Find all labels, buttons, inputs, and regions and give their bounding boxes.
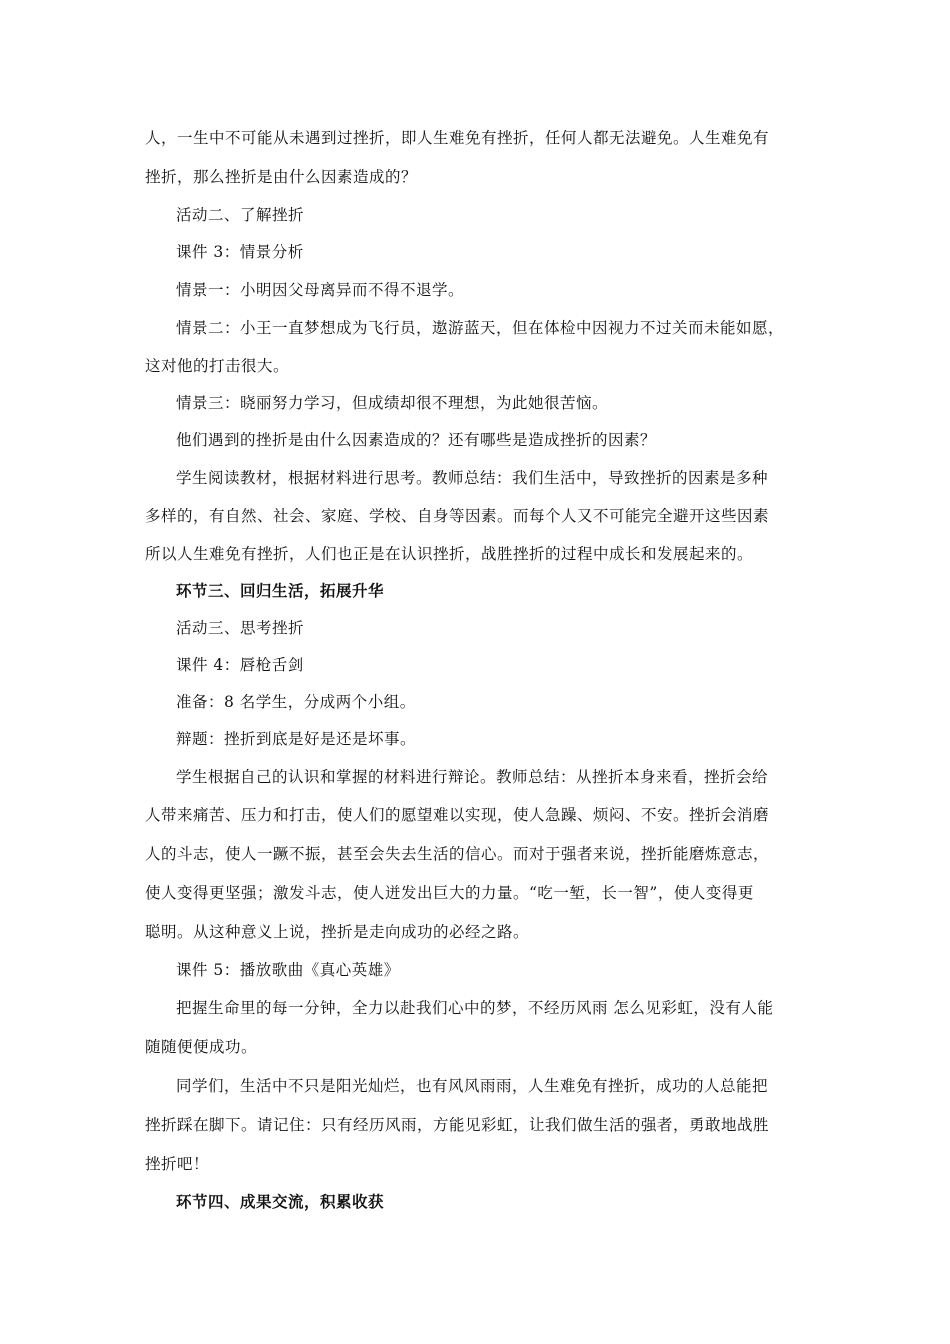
paragraph-line: 把握生命里的每一分钟，全力以赴我们心中的梦，不经历风雨 怎么见彩虹，没有人能	[176, 999, 774, 1017]
paragraph-line: 挫折，那么挫折是由什么因素造成的？	[145, 168, 418, 186]
paragraph-line: 课件 5：播放歌曲《真心英雄》	[176, 961, 400, 979]
paragraph-line: 辩题：挫折到底是好是还是坏事。	[176, 730, 417, 748]
paragraph-line: 人的斗志，使人一蹶不振，甚至会失去生活的信心。而对于强者来说，挫折能磨炼意志，	[145, 845, 770, 863]
paragraph-line: 准备：8 名学生，分成两个小组。	[176, 693, 416, 711]
paragraph-line: 人带来痛苦、压力和打击，使人们的愿望难以实现，使人急躁、烦闷、不安。挫折会消磨	[145, 806, 770, 824]
paragraph-line: 聪明。从这种意义上说，挫折是走向成功的必经之路。	[145, 923, 530, 941]
paragraph-line: 挫折踩在脚下。请记住：只有经历风雨，方能见彩虹，让我们做生活的强者，勇敢地战胜	[145, 1116, 770, 1134]
paragraph-line: 情景三：晓丽努力学习，但成绩却很不理想，为此她很苦恼。	[176, 394, 609, 412]
paragraph-line: 他们遇到的挫折是由什么因素造成的？还有哪些是造成挫折的因素？	[176, 431, 657, 449]
paragraph-line: 情景一：小明因父母离异而不得不退学。	[176, 281, 465, 299]
paragraph-line: 学生阅读教材，根据材料进行思考。教师总结：我们生活中，导致挫折的因素是多种	[176, 469, 769, 487]
paragraph-line: 情景二：小王一直梦想成为飞行员，遨游蓝天，但在体检中因视力不过关而未能如愿，	[176, 319, 785, 337]
paragraph-line: 课件 4：唇枪舌剑	[176, 656, 304, 674]
section-heading: 活动三、思考挫折	[176, 619, 305, 637]
paragraph-line: 挫折吧！	[145, 1155, 210, 1173]
section-heading-bold: 环节四、成果交流，积累收获	[176, 1192, 385, 1211]
paragraph-line: 所以人生难免有挫折，人们也正是在认识挫折，战胜挫折的过程中成长和发展起来的。	[145, 545, 754, 563]
paragraph-line: 同学们，生活中不只是阳光灿烂，也有风风雨雨，人生难免有挫折，成功的人总能把	[176, 1077, 769, 1095]
paragraph-line: 随随便便成功。	[145, 1038, 258, 1056]
paragraph-line: 多样的，有自然、社会、家庭、学校、自身等因素。而每个人又不可能完全避开这些因素	[145, 507, 770, 525]
section-heading: 活动二、了解挫折	[176, 206, 305, 224]
section-heading-bold: 环节三、回归生活，拓展升华	[176, 581, 385, 600]
paragraph-line: 这对他的打击很大。	[145, 357, 290, 375]
paragraph-line: 人，一生中不可能从未遇到过挫折，即人生难免有挫折，任何人都无法避免。人生难免有	[145, 129, 770, 147]
paragraph-line: 学生根据自己的认识和掌握的材料进行辩论。教师总结：从挫折本身来看，挫折会给	[176, 768, 769, 786]
paragraph-line: 课件 3：情景分析	[176, 243, 304, 261]
paragraph-line: 使人变得更坚强；激发斗志，使人迸发出巨大的力量。“吃一堑，长一智”，使人变得更	[145, 884, 754, 902]
